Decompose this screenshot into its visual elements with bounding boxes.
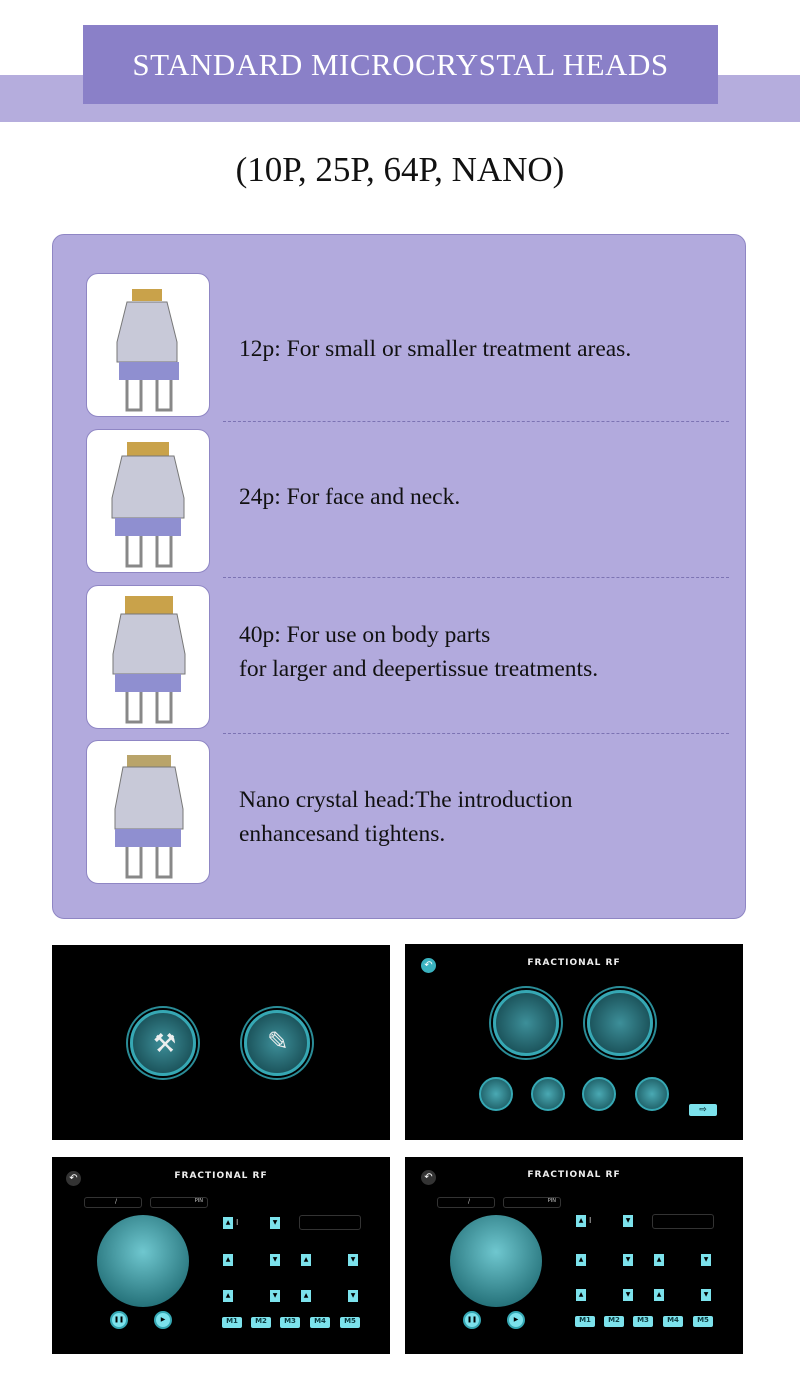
divider <box>223 577 729 578</box>
decrease-button[interactable]: ▼ <box>270 1290 280 1302</box>
pin-field: PIN <box>503 1197 561 1208</box>
pin-field: PIN <box>150 1197 208 1208</box>
level-field: / <box>84 1197 142 1208</box>
head-40p-description <box>239 618 598 686</box>
pause-button[interactable]: ❚❚ <box>463 1311 481 1329</box>
line: for larger and deepertissue treatments. <box>239 656 599 682</box>
decrease-button[interactable]: ▼ <box>701 1254 711 1266</box>
page-subtitle: (10P, 25P, 64P, NANO) <box>235 150 565 189</box>
counter-field <box>652 1214 714 1229</box>
mode-m5-button[interactable]: M5 <box>693 1316 713 1327</box>
microcrystal-head-icon <box>87 430 210 573</box>
face-area-button[interactable] <box>493 990 559 1056</box>
play-button[interactable]: ▶ <box>154 1311 172 1329</box>
mode-m1-button[interactable]: M1 <box>575 1316 595 1327</box>
mode-m2-button[interactable]: M2 <box>251 1317 271 1328</box>
head-nano-image <box>86 740 210 884</box>
face-image <box>97 1215 189 1307</box>
head-option-button[interactable] <box>582 1077 616 1111</box>
increase-button[interactable]: ▲ <box>301 1290 311 1302</box>
line: 40p: For use on body parts <box>239 622 491 648</box>
increase-button[interactable]: ▲ <box>223 1217 233 1229</box>
decrease-button[interactable]: ▼ <box>623 1289 633 1301</box>
decrease-button[interactable]: ▼ <box>623 1254 633 1266</box>
increase-button[interactable]: ▲ <box>576 1289 586 1301</box>
counter-field <box>299 1215 361 1230</box>
back-icon[interactable]: ↶ <box>421 1170 436 1185</box>
line: Nano crystal head:The introduction <box>239 787 573 813</box>
mode-m2-button[interactable]: M2 <box>604 1316 624 1327</box>
divider <box>223 733 729 734</box>
decrease-button[interactable]: ▼ <box>270 1217 280 1229</box>
microcrystal-head-icon <box>87 274 210 417</box>
fractional-handpiece-button[interactable] <box>130 1010 196 1076</box>
increase-button[interactable]: ▲ <box>301 1254 311 1266</box>
handpiece-icon: ⚒ <box>153 1029 177 1059</box>
screen-title: FRACTIONAL RF <box>527 1170 621 1180</box>
microcrystal-head-icon <box>87 586 210 729</box>
head-option-button[interactable] <box>635 1077 669 1111</box>
play-button[interactable]: ▶ <box>507 1311 525 1329</box>
microcrystal-head-icon <box>87 741 210 884</box>
increase-button[interactable]: ▲ <box>223 1254 233 1266</box>
head-40p-image <box>86 585 210 729</box>
pause-button[interactable]: ❚❚ <box>110 1311 128 1329</box>
head-12p-image <box>86 273 210 417</box>
body-image <box>450 1215 542 1307</box>
head-12p-description: 12p: For small or smaller treatment areas. <box>239 336 632 362</box>
handpiece-icon: ✎ <box>267 1027 289 1057</box>
microcrystal-handpiece-button[interactable] <box>244 1010 310 1076</box>
mode-m1-button[interactable]: M1 <box>222 1317 242 1328</box>
screen-title: FRACTIONAL RF <box>527 958 621 968</box>
mode-m4-button[interactable]: M4 <box>310 1317 330 1328</box>
mode-m3-button[interactable]: M3 <box>633 1316 653 1327</box>
mode-m5-button[interactable]: M5 <box>340 1317 360 1328</box>
heads-panel <box>52 234 746 919</box>
head-24p-description: 24p: For face and neck. <box>239 484 461 510</box>
time-value: I <box>589 1216 592 1225</box>
mode-m4-button[interactable]: M4 <box>663 1316 683 1327</box>
page-title: STANDARD MICROCRYSTAL HEADS <box>83 25 718 104</box>
back-icon[interactable]: ↶ <box>66 1171 81 1186</box>
line: enhancesand tightens. <box>239 821 446 847</box>
screen-area-select <box>405 944 743 1140</box>
time-value: I <box>236 1218 239 1227</box>
increase-button[interactable]: ▲ <box>576 1215 586 1227</box>
screen-handpiece-select <box>52 945 390 1140</box>
level-field: / <box>437 1197 495 1208</box>
decrease-button[interactable]: ▼ <box>701 1289 711 1301</box>
head-option-button[interactable] <box>531 1077 565 1111</box>
decrease-button[interactable]: ▼ <box>348 1254 358 1266</box>
increase-button[interactable]: ▲ <box>223 1290 233 1302</box>
head-option-button[interactable] <box>479 1077 513 1111</box>
screen-title: FRACTIONAL RF <box>174 1171 268 1181</box>
screen-face-treatment <box>52 1157 390 1354</box>
decrease-button[interactable]: ▼ <box>270 1254 280 1266</box>
increase-button[interactable]: ▲ <box>654 1254 664 1266</box>
divider <box>223 421 729 422</box>
increase-button[interactable]: ▲ <box>576 1254 586 1266</box>
head-nano-description <box>239 783 572 851</box>
mode-m3-button[interactable]: M3 <box>280 1317 300 1328</box>
enter-icon[interactable]: ⇨ <box>689 1104 717 1116</box>
decrease-button[interactable]: ▼ <box>348 1290 358 1302</box>
head-24p-image <box>86 429 210 573</box>
decrease-button[interactable]: ▼ <box>623 1215 633 1227</box>
back-icon[interactable]: ↶ <box>421 958 436 973</box>
increase-button[interactable]: ▲ <box>654 1289 664 1301</box>
screen-body-treatment <box>405 1157 743 1354</box>
body-area-button[interactable] <box>587 990 653 1056</box>
